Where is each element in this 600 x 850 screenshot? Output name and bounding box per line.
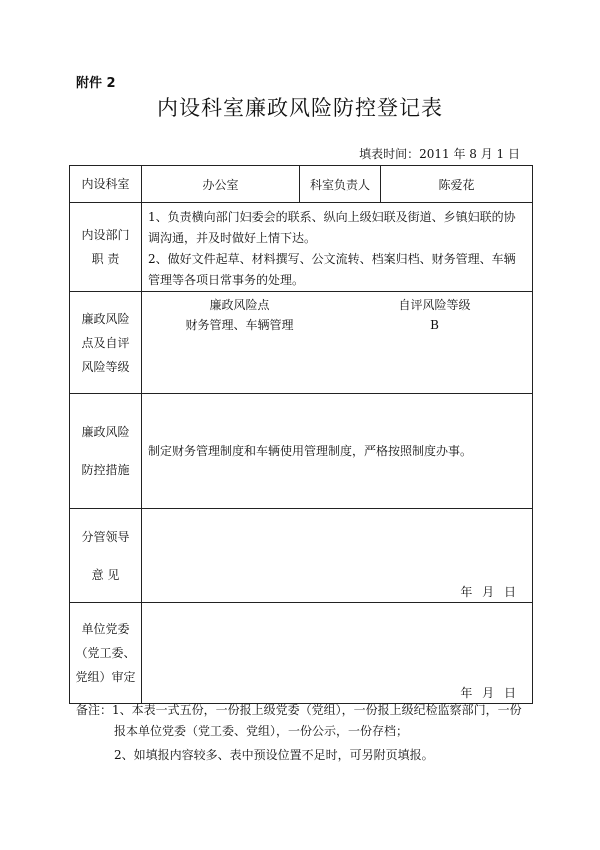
page-title: 内设科室廉政风险防控登记表 <box>157 96 443 120</box>
duty-row <box>70 203 533 292</box>
risk-level-header: 自评风险等级 <box>398 298 471 312</box>
registration-table <box>69 165 533 704</box>
leader-date: 年 月 日 <box>460 585 516 599</box>
unit-label-line3: 党组）审定 <box>75 670 136 684</box>
risk-label-line3: 风险等级 <box>81 359 130 374</box>
duty-label-line1: 内设部门 <box>81 228 130 242</box>
risk-point-value: 财务管理、车辆管理 <box>185 318 294 332</box>
leader-label <box>70 509 142 603</box>
notes <box>76 700 546 766</box>
attachment-label: 附件 2 <box>76 76 116 91</box>
unit-date: 年 月 日 <box>460 686 516 700</box>
duty-label-line2: 职 责 <box>91 252 120 266</box>
risk-label-line1: 廉政风险 <box>81 311 130 326</box>
risk-label-line2: 点及自评 <box>81 335 130 350</box>
duty-label <box>70 203 142 292</box>
risk-row <box>70 292 533 394</box>
unit-label <box>70 603 142 704</box>
leader-label-line2: 意 见 <box>91 567 120 582</box>
leader-opinion <box>142 509 533 603</box>
dept-label: 内设科室 <box>70 166 142 203</box>
risk-point-header: 廉政风险点 <box>209 298 270 312</box>
unit-row <box>70 603 533 704</box>
duty-item-1: 1、负责横向部门妇委会的联系、纵向上级妇联及街道、乡镇妇联的协调沟通，并及时做好上情下达。 <box>148 210 516 245</box>
duty-item-2: 2、做好文件起草、材料撰写、公文流转、档案归档、财务管理、车辆管理等各项日常事务的处理。 <box>148 252 516 287</box>
measure-label-line2: 防控措施 <box>81 463 130 477</box>
dept-row <box>70 166 533 203</box>
risk-level-value: B <box>430 318 439 332</box>
note-1-line2: 报本单位党委（党工委、党组），一份公示，一份存档； <box>114 724 409 738</box>
leader-row <box>70 509 533 603</box>
fill-date: 填表时间：2011 年 8 月 1 日 <box>359 147 520 161</box>
unit-label-line2: （党工委、 <box>75 646 136 660</box>
head-label: 科室负责人 <box>300 166 381 203</box>
measure-row <box>70 394 533 509</box>
measure-label-line1: 廉政风险 <box>81 425 130 439</box>
leader-label-line1: 分管领导 <box>81 529 130 544</box>
measure-content: 制定财务管理制度和车辆使用管理制度，严格按照制度办事。 <box>142 394 533 509</box>
risk-label <box>70 292 142 394</box>
note-2: 2、如填报内容较多、表中预设位置不足时，可另附页填报。 <box>114 748 434 762</box>
duty-content <box>142 203 533 292</box>
unit-label-line1: 单位党委 <box>81 622 130 636</box>
note-1-line1: 备注：1、本表一式五份，一份报上级党委（党组），一份报上级纪检监察部门，一份 <box>76 703 522 717</box>
unit-approval <box>142 603 533 704</box>
dept-value: 办公室 <box>142 166 300 203</box>
measure-label <box>70 394 142 509</box>
head-value: 陈爱花 <box>381 166 533 203</box>
risk-content <box>142 292 533 394</box>
